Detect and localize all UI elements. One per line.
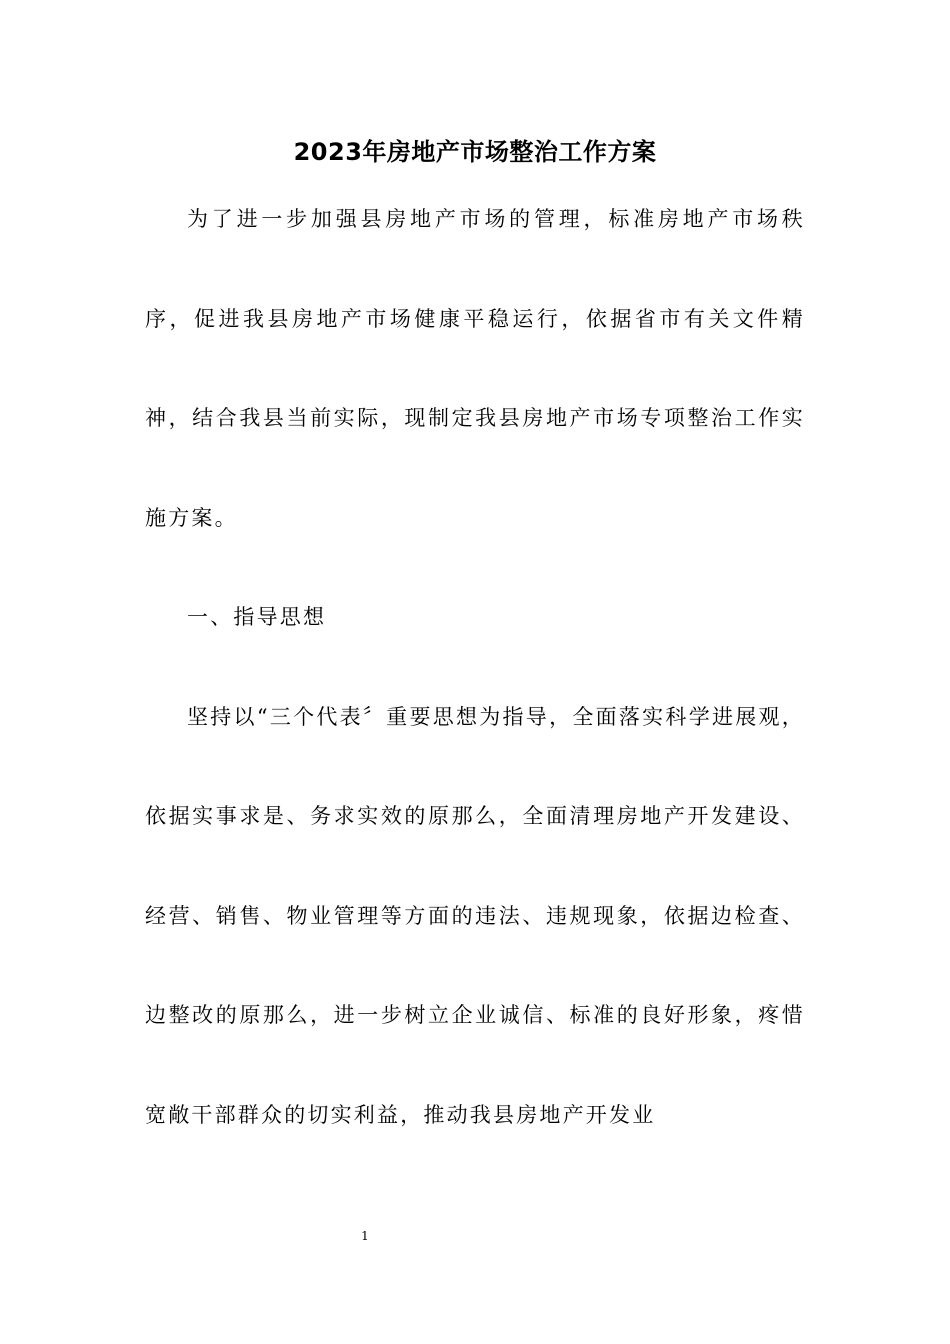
page-number: 1 xyxy=(361,1229,369,1243)
document-body xyxy=(145,170,805,1165)
page-title: 2023年房地产市场整治工作方案 xyxy=(293,138,657,166)
paragraph-intro: 为了进一步加强县房地产市场的管理，标准房地产市场秩序，促进我县房地产市场健康平稳运行，依据省市有关文件精神，结合我县当前实际，现制定我县房地产市场专项整治工作实施方案。 xyxy=(145,207,805,530)
paragraph-guiding-ideology: 坚持以“三个代表〞重要思想为指导，全面落实科学进展观，依据实事求是、务求实效的原那么，全面清理房地产开发建设、经营、销售、物业管理等方面的违法、违规现象，依据边检查、边整改的原那么，进一步树立企业诚信、标准的良好形象，疼惜宽敞干部群众的切实利益，推动我县房地产开发业 xyxy=(145,704,805,1127)
section-heading-guiding-ideology: 一、指导思想 xyxy=(187,605,327,629)
